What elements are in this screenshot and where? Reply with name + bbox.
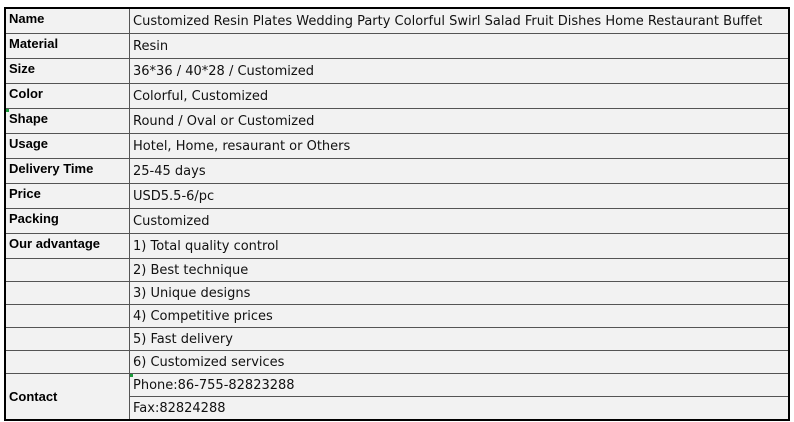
table-row bbox=[5, 259, 789, 282]
delivery-time-value: 25-45 days bbox=[130, 159, 790, 184]
contact-phone: Phone:86-755-82823288 bbox=[130, 374, 790, 397]
table-row bbox=[5, 109, 789, 134]
table-row bbox=[5, 184, 789, 209]
advantage-item: 2) Best technique bbox=[130, 259, 790, 282]
color-label: Color bbox=[5, 84, 130, 109]
table-row bbox=[5, 159, 789, 184]
table-row bbox=[5, 34, 789, 59]
advantage-item: 3) Unique designs bbox=[130, 282, 790, 305]
empty-cell bbox=[5, 328, 130, 351]
empty-cell bbox=[5, 305, 130, 328]
advantage-label: Our advantage bbox=[5, 234, 130, 259]
empty-cell bbox=[5, 282, 130, 305]
usage-value: Hotel, Home, resaurant or Others bbox=[130, 134, 790, 159]
table-row bbox=[5, 8, 789, 34]
table-row bbox=[5, 84, 789, 109]
empty-cell bbox=[5, 259, 130, 282]
table-row bbox=[5, 59, 789, 84]
contact-label: Contact bbox=[5, 374, 130, 421]
name-label: Name bbox=[5, 8, 130, 34]
table-row bbox=[5, 374, 789, 397]
empty-cell bbox=[5, 351, 130, 374]
packing-label: Packing bbox=[5, 209, 130, 234]
advantage-item: 6) Customized services bbox=[130, 351, 790, 374]
table-row bbox=[5, 234, 789, 259]
advantage-item: 1) Total quality control bbox=[130, 234, 790, 259]
advantage-item: 4) Competitive prices bbox=[130, 305, 790, 328]
product-spec-table bbox=[4, 7, 790, 421]
price-label: Price bbox=[5, 184, 130, 209]
table-row bbox=[5, 328, 789, 351]
table-row bbox=[5, 305, 789, 328]
advantage-item: 5) Fast delivery bbox=[130, 328, 790, 351]
shape-value: Round / Oval or Customized bbox=[130, 109, 790, 134]
size-value: 36*36 / 40*28 / Customized bbox=[130, 59, 790, 84]
color-value: Colorful, Customized bbox=[130, 84, 790, 109]
material-value: Resin bbox=[130, 34, 790, 59]
material-label: Material bbox=[5, 34, 130, 59]
table-row bbox=[5, 209, 789, 234]
delivery-time-label: Delivery Time bbox=[5, 159, 130, 184]
name-value: Customized Resin Plates Wedding Party Colorful Swirl Salad Fruit Dishes Home Restaurant Buffet bbox=[130, 8, 790, 34]
contact-fax: Fax:82824288 bbox=[130, 397, 790, 421]
shape-label: Shape bbox=[5, 109, 130, 134]
usage-label: Usage bbox=[5, 134, 130, 159]
size-label: Size bbox=[5, 59, 130, 84]
table-row bbox=[5, 134, 789, 159]
packing-value: Customized bbox=[130, 209, 790, 234]
table-row bbox=[5, 351, 789, 374]
price-value: USD5.5-6/pc bbox=[130, 184, 790, 209]
table-row bbox=[5, 282, 789, 305]
